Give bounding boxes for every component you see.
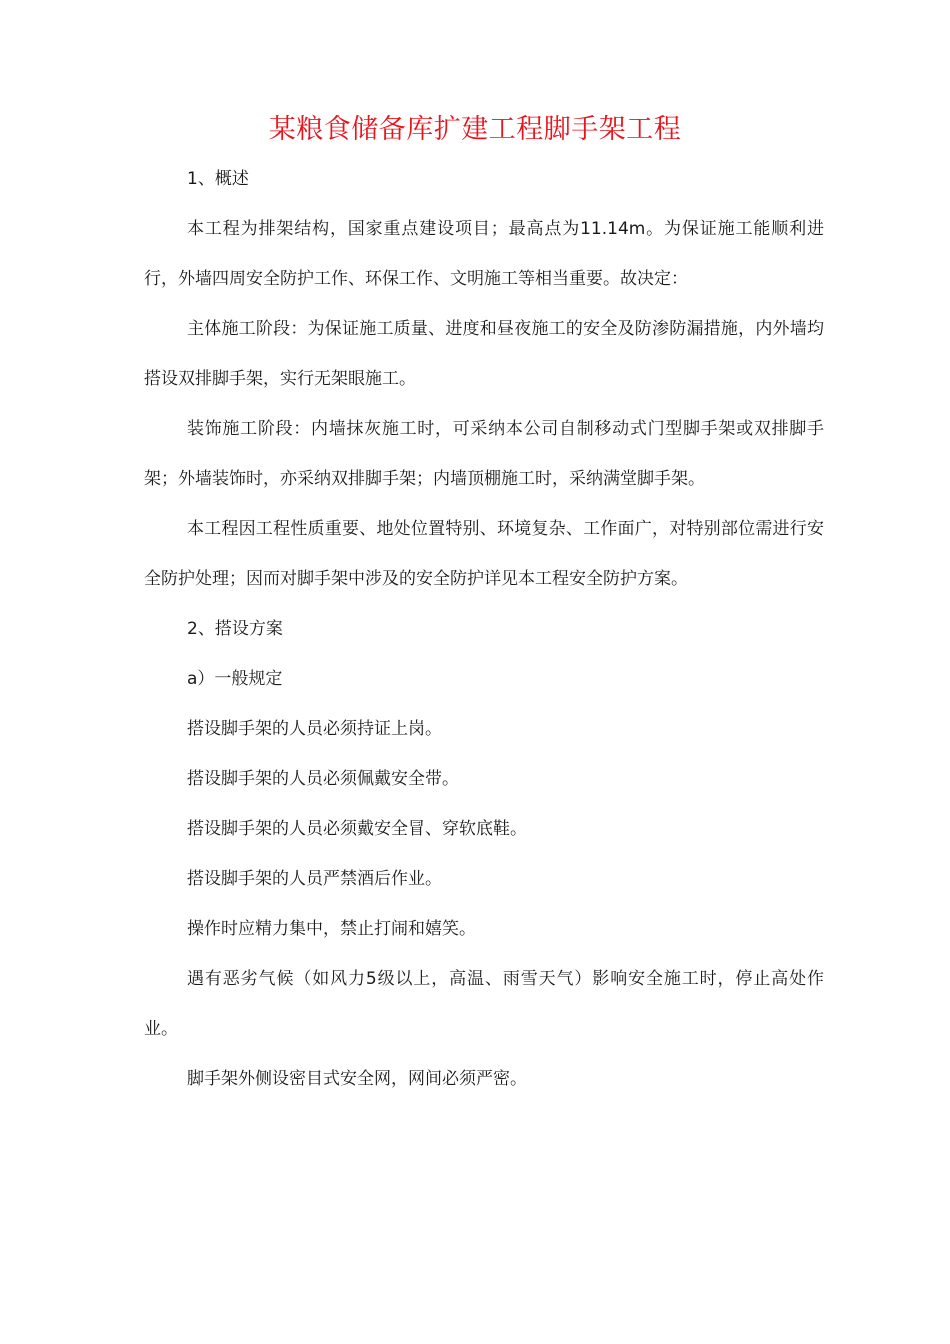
paragraph: 主体施工阶段：为保证施工质量、进度和昼夜施工的安全及防渗防漏措施，内外墙均搭设双排脚手架，实行无架眼施工。 (144, 319, 824, 389)
paragraph: 本工程因工程性质重要、地处位置特别、环境复杂、工作面广，对特别部位需进行安全防护处理；因而对脚手架中涉及的安全防护详见本工程安全防护方案。 (144, 519, 824, 589)
document-title: 某粮食储备库扩建工程脚手架工程 (268, 114, 682, 145)
rule-item: 操作时应精力集中，禁止打闹和嬉笑。 (187, 919, 476, 939)
section-heading-overview: 1、概述 (187, 169, 249, 189)
rule-item: 搭设脚手架的人员严禁酒后作业。 (187, 869, 442, 889)
paragraph: 装饰施工阶段：内墙抹灰施工时，可采纳本公司自制移动式门型脚手架或双排脚手架；外墙装饰时，亦采纳双排脚手架；内墙顶棚施工时，采纳满堂脚手架。 (144, 419, 824, 489)
document-body (144, 154, 824, 1104)
section-heading-scheme: 2、搭设方案 (187, 619, 283, 639)
rule-item: 脚手架外侧设密目式安全网，网间必须严密。 (187, 1069, 527, 1089)
rule-item: 搭设脚手架的人员必须戴安全冒、穿软底鞋。 (187, 819, 527, 839)
subsection-heading: a）一般规定 (187, 669, 283, 689)
rule-item: 搭设脚手架的人员必须佩戴安全带。 (187, 769, 459, 789)
rule-item: 遇有恶劣气候（如风力5级以上，高温、雨雪天气）影响安全施工时，停止高处作业。 (144, 969, 824, 1039)
paragraph: 本工程为排架结构，国家重点建设项目；最高点为11.14m。为保证施工能顺利进行，外墙四周安全防护工作、环保工作、文明施工等相当重要。故决定： (144, 219, 824, 289)
rule-item: 搭设脚手架的人员必须持证上岗。 (187, 719, 442, 739)
